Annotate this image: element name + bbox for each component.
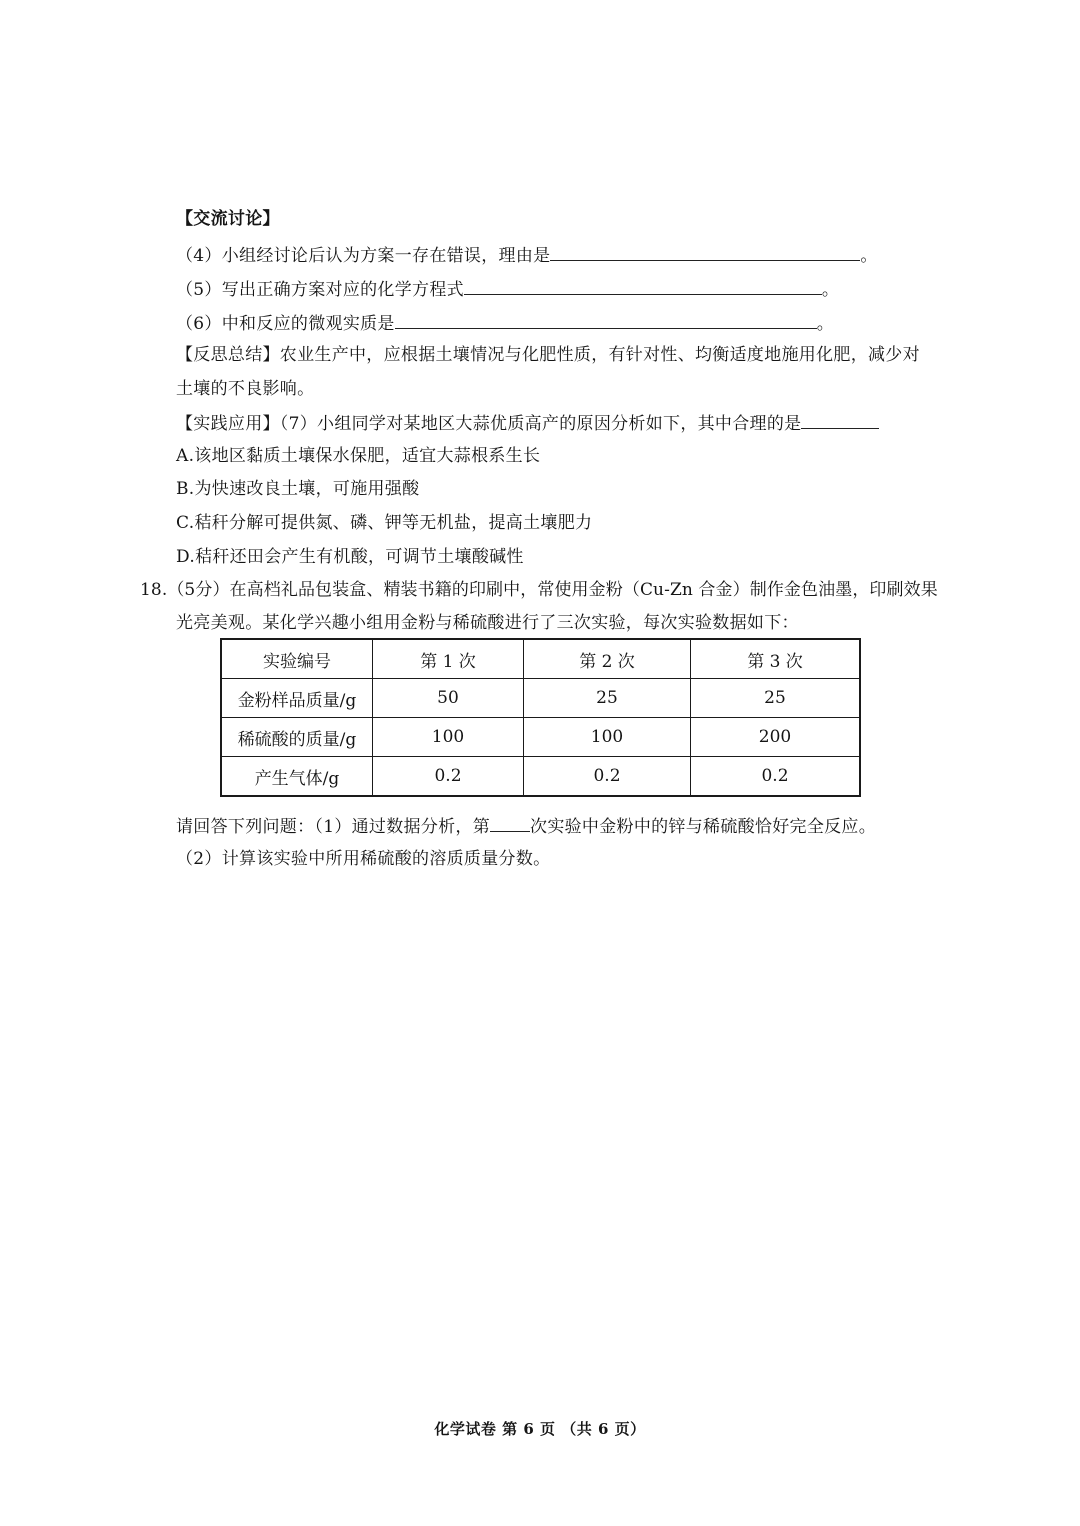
table-cell: 100: [524, 718, 691, 757]
table-header-cell: 第 2 次: [524, 639, 691, 679]
question-18-sub-1: [176, 813, 876, 839]
table-cell: 0.2: [524, 757, 691, 797]
question-6: [176, 310, 834, 336]
question-5-answer-blank[interactable]: [464, 276, 822, 295]
table-header-row: [221, 639, 860, 679]
table-cell: 200: [691, 718, 861, 757]
table-cell: 产生气体/g: [221, 757, 373, 797]
question-5-end: 。: [821, 280, 840, 300]
question-7-text: 【实践应用】（7）小组同学对某地区大蒜优质高产的原因分析如下，其中合理的是: [176, 414, 802, 434]
table-cell: 0.2: [373, 757, 524, 797]
table-cell: 100: [373, 718, 524, 757]
option-c: C.秸秆分解可提供氮、磷、钾等无机盐，提高土壤肥力: [176, 513, 593, 533]
option-a: A.该地区黏质土壤保水保肥，适宜大蒜根系生长: [176, 446, 541, 466]
question-4: [176, 242, 878, 268]
page-footer: 化学试卷 第 6 页 （共 6 页）: [434, 1420, 646, 1438]
question-6-answer-blank[interactable]: [395, 310, 817, 329]
question-18-sub-1-answer-blank[interactable]: [490, 813, 530, 832]
table-header-cell: 实验编号: [221, 639, 373, 679]
table-row: [221, 679, 860, 718]
question-18-sub-2: （2）计算该实验中所用稀硫酸的溶质质量分数。: [176, 849, 551, 869]
question-4-text: （4）小组经讨论后认为方案一存在错误，理由是: [176, 246, 551, 266]
question-18-line-1: 18.（5分）在高档礼品包装盒、精装书籍的印刷中，常使用金粉（Cu-Zn 合金）制作金色油墨，印刷效果: [140, 580, 938, 600]
table-row: [221, 718, 860, 757]
option-d: D.秸秆还田会产生有机酸，可调节土壤酸碱性: [176, 547, 524, 567]
table-cell: 金粉样品质量/g: [221, 679, 373, 718]
question-4-end: 。: [860, 246, 878, 266]
experiment-data-table: [220, 638, 861, 797]
question-5-text: （5）写出正确方案对应的化学方程式: [176, 280, 464, 300]
table-cell: 稀硫酸的质量/g: [221, 718, 373, 757]
reflection-line-1: 【反思总结】农业生产中，应根据土壤情况与化肥性质，有针对性、均衡适度地施用化肥，减少对: [176, 345, 920, 365]
table-cell: 25: [524, 679, 691, 718]
section-heading-discussion: 【交流讨论】: [176, 209, 280, 229]
question-4-answer-blank[interactable]: [550, 242, 860, 261]
question-5: [176, 276, 839, 302]
table-row: [221, 757, 860, 797]
question-7-answer-blank[interactable]: [801, 410, 879, 429]
table-cell: 25: [691, 679, 861, 718]
table-header-cell: 第 3 次: [691, 639, 861, 679]
table-header-cell: 第 1 次: [373, 639, 524, 679]
question-6-text: （6）中和反应的微观实质是: [176, 314, 395, 334]
question-18-sub-1-text: 请回答下列问题：（1）通过数据分析，第: [176, 817, 491, 837]
question-18-sub-1-end: 次实验中金粉中的锌与稀硫酸恰好完全反应。: [530, 817, 877, 837]
option-b: B.为快速改良土壤，可施用强酸: [176, 479, 420, 499]
question-7: [176, 410, 879, 436]
table-cell: 0.2: [691, 757, 861, 797]
question-6-end: 。: [816, 314, 835, 334]
table-cell: 50: [373, 679, 524, 718]
reflection-line-2: 土壤的不良影响。: [176, 379, 315, 399]
question-18-line-2: 光亮美观。某化学兴趣小组用金粉与稀硫酸进行了三次实验，每次实验数据如下：: [176, 613, 799, 633]
